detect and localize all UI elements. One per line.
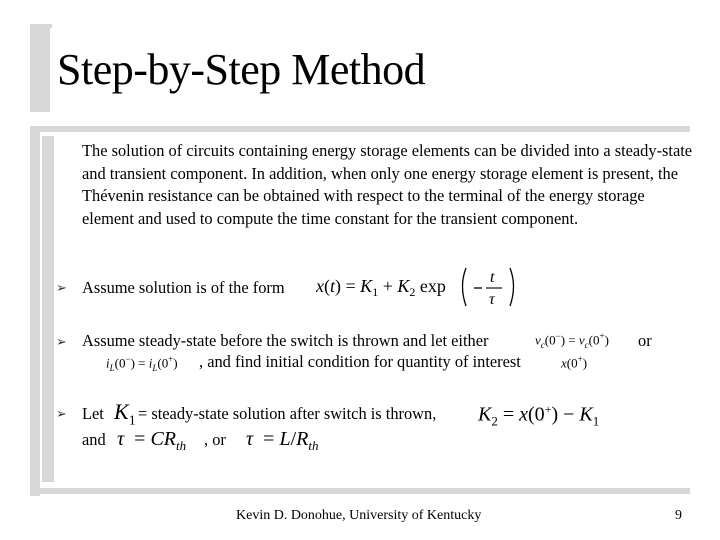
- bullet-arrow-icon: ➢: [56, 334, 67, 349]
- equation-k1: $K_1$: [114, 399, 136, 429]
- slide-title: Step-by-Step Method: [57, 45, 426, 94]
- equation-il-continuity: $i_L(0^-) = i_L(0^+)$: [106, 354, 178, 373]
- svg-text:τ: τ: [489, 291, 495, 308]
- bullet-2-text-c: , and find initial condition for quantity of interest: [199, 352, 521, 371]
- bullet-arrow-icon: ➢: [56, 406, 67, 421]
- equation-general-solution: [316, 262, 516, 310]
- body-frame-inner: [42, 136, 54, 482]
- svg-text:x(t) = K1 + K2 exp: $x(t) = K_1 + K_2$ exp: [316, 276, 446, 299]
- equation-vc-continuity: $v_c(0^-) = v_c(0^+)$: [535, 331, 609, 350]
- body-frame-bottom: [30, 488, 690, 494]
- page-number: 9: [675, 508, 682, 523]
- equation-tau-rc: $\tau = CR_{th}$: [117, 428, 187, 453]
- footer-author: Kevin D. Donohue, University of Kentucky: [236, 508, 482, 523]
- body-frame-left: [30, 126, 40, 496]
- bullet-3-text-b: = steady-state solution after switch is thrown,: [138, 404, 437, 423]
- equation-tau-rl: $\tau = L/R_{th}$: [246, 428, 319, 453]
- bullet-2-text-b: or: [638, 331, 652, 350]
- bullet-1-text: Assume solution is of the form: [82, 278, 285, 297]
- bullet-2-text-a: Assume steady-state before the switch is thrown and let either: [82, 331, 489, 350]
- intro-paragraph: The solution of circuits containing energy storage elements can be divided into a steady-state and transient component. In addition, when only one energy storage element is present, the Thévenin resistance can be obtained with respect to the terminal of the energy storage element and used to compute the time constant for the transient component.: [82, 141, 693, 228]
- equation-initial-condition: x(0+): [561, 354, 588, 371]
- title-frame-top: [30, 24, 52, 28]
- bullet-3-text-d: , or: [204, 430, 226, 449]
- bullet-3-text-c: and: [82, 430, 106, 449]
- title-frame-left: [30, 24, 50, 112]
- body-frame-top: [30, 126, 690, 132]
- bullet-3-text-a: Let: [82, 404, 104, 423]
- svg-text:t: t: [490, 269, 495, 286]
- equation-k2: $K_2 = x(0^+) - K_1$: [478, 402, 600, 429]
- bullet-arrow-icon: ➢: [56, 280, 67, 295]
